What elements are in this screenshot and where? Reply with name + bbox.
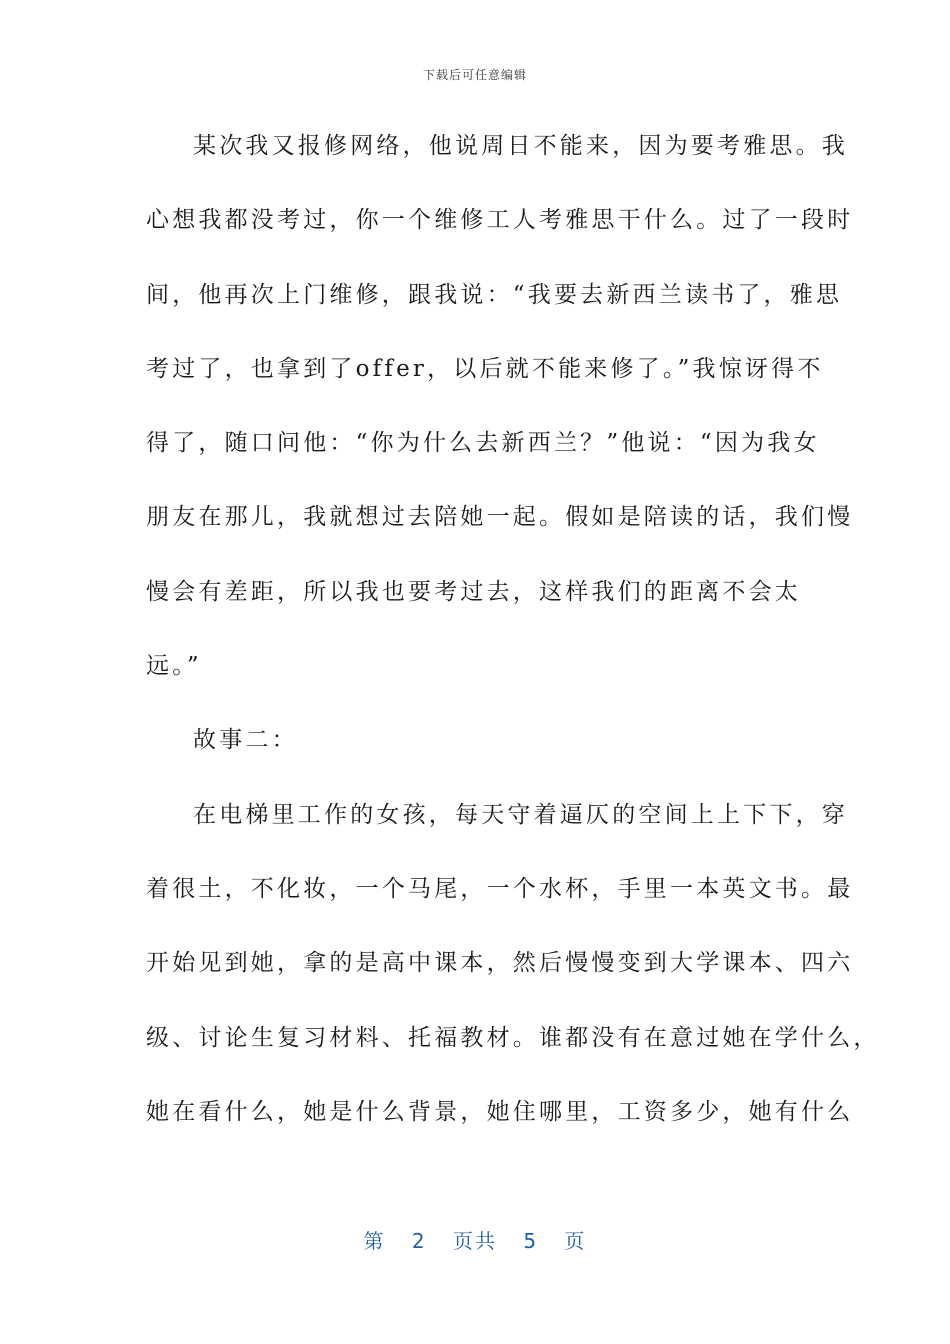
page-number-footer: 第 2 页共 5 页 [363, 1229, 587, 1253]
text-line: 某次我又报修网络，他说周日不能来，因为要考雅思。我 [193, 133, 848, 159]
text-line: 得了，随口问他：“你为什么去新西兰？”他说：“因为我女 [146, 430, 820, 457]
text-line: 间，他再次上门维修，跟我说：“我要去新西兰读书了，雅思 [146, 281, 843, 308]
text-line: 慢会有差距，所以我也要考过去，这样我们的距离不会太 [146, 578, 801, 605]
text-line: 远。” [146, 653, 202, 680]
document-body [146, 126, 880, 1166]
text-line: 在电梯里工作的女孩，每天守着逼仄的空间上上下下，穿 [193, 801, 848, 828]
text-line: 朋友在那儿，我就想过去陪她一起。假如是陪读的话，我们慢 [146, 504, 854, 531]
section-heading: 故事二： [193, 727, 298, 754]
text-line: 心想我都没考过，你一个维修工人考雅思干什么。过了一段时 [146, 207, 854, 234]
text-line: 考过了，也拿到了offer，以后就不能来修了。”我惊讶得不 [146, 355, 824, 382]
text-line: 她在看什么，她是什么背景，她住哪里，工资多少，她有什么 [146, 1098, 854, 1125]
text-line: 着很土，不化妆，一个马尾，一个水杯，手里一本英文书。最 [146, 875, 854, 902]
text-line: 开始见到她，拿的是高中课本，然后慢慢变到大学课本、四六 [146, 950, 854, 977]
text-line: 级、讨论生复习材料、托福教材。谁都没有在意过她在学什么， [146, 1024, 880, 1051]
page-header: 下载后可任意编辑 [422, 68, 527, 82]
